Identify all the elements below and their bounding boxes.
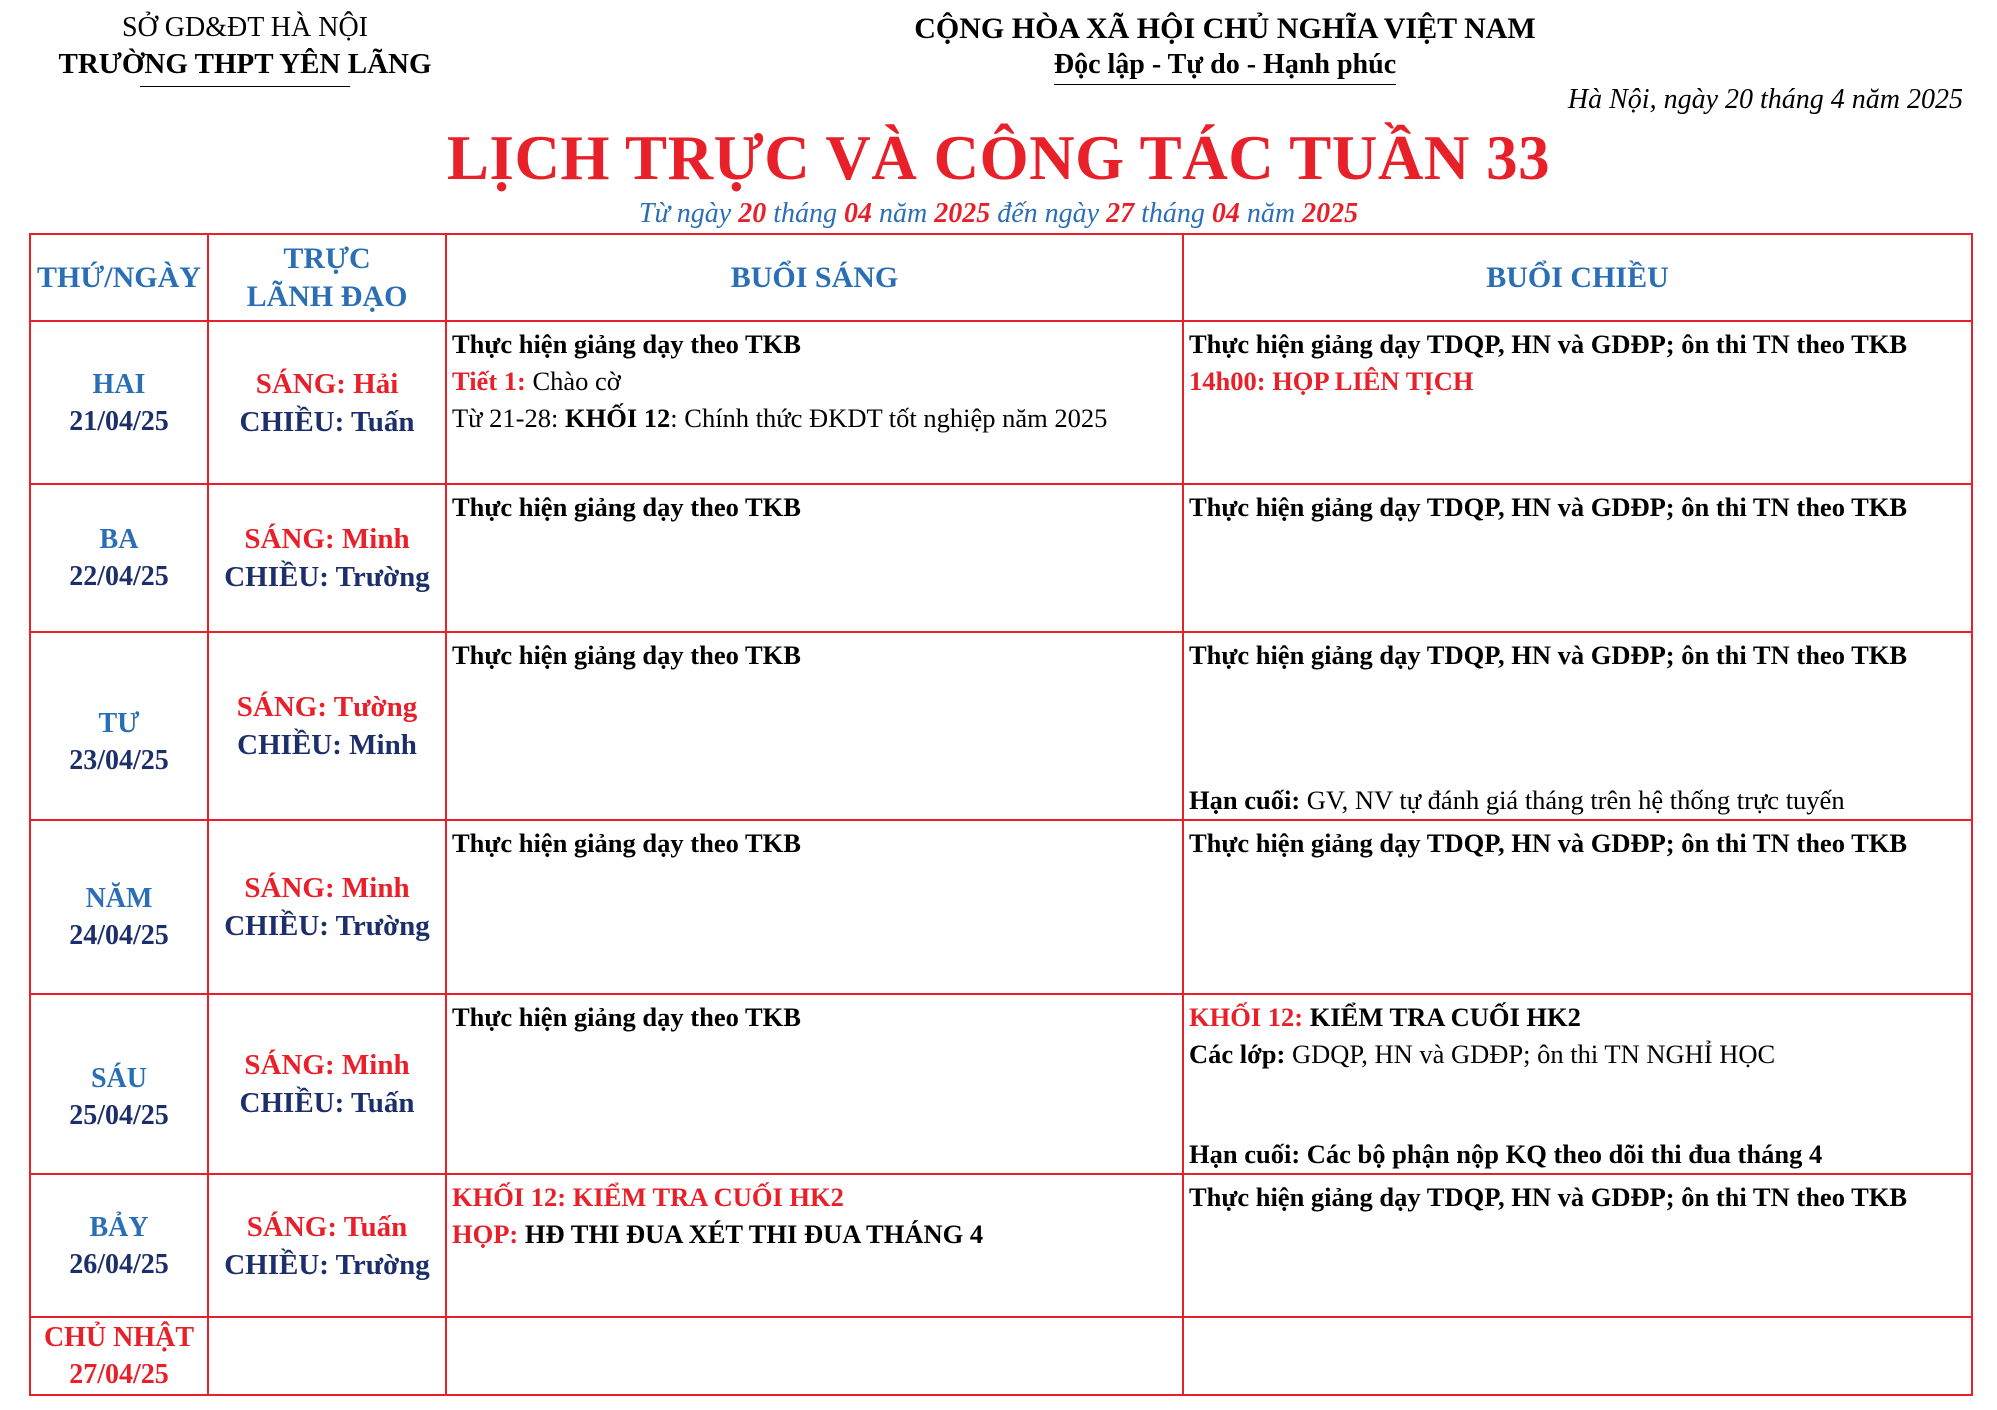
- to-label: đến ngày: [997, 198, 1100, 229]
- leader-cell: [208, 994, 446, 1174]
- year-label: năm: [1246, 198, 1296, 229]
- column-header-morning: BUỔI SÁNG: [446, 234, 1183, 321]
- period-text: Chào cờ: [532, 366, 621, 396]
- day-name: HAI: [92, 368, 146, 400]
- day-name: CHỦ NHẬT: [43, 1322, 195, 1353]
- day-date: 26/04/25: [69, 1248, 169, 1280]
- morning-leader: Hải: [353, 367, 399, 400]
- morning-cell: [446, 632, 1183, 820]
- table-row: [30, 994, 1972, 1174]
- morning-label: SÁNG:: [244, 872, 335, 904]
- morning-cell: [446, 1317, 1183, 1395]
- leader-cell: [208, 1317, 446, 1395]
- column-header-afternoon: BUỔI CHIỀU: [1183, 234, 1972, 321]
- afternoon-cell: [1183, 1317, 1972, 1395]
- table-row: [30, 1317, 1972, 1395]
- deadline-text: GV, NV tự đánh giá tháng trên hệ thống trực tuyến: [1306, 785, 1845, 815]
- afternoon-leader: Tuấn: [351, 1087, 415, 1119]
- day-cell: [30, 1174, 208, 1317]
- classes-label: Các lớp:: [1189, 1039, 1286, 1069]
- deadline-label: Hạn cuối:: [1189, 785, 1301, 815]
- school-name: TRƯỜNG THPT YÊN LÃNG: [58, 48, 432, 80]
- afternoon-leader: Trường: [335, 910, 430, 942]
- day-cell: [30, 994, 208, 1174]
- afternoon-leader: Minh: [349, 729, 417, 761]
- grade-label: KHỐI 12:: [1189, 1002, 1304, 1032]
- classes-text: GDQP, HN và GDĐP; ôn thi TN NGHỈ HỌC: [1292, 1039, 1776, 1069]
- deadline-note: Hạn cuối: Các bộ phận nộp KQ theo dõi thi đua tháng 4: [1189, 1139, 1823, 1169]
- year-label: năm: [878, 198, 928, 229]
- morning-leader: Minh: [341, 872, 410, 904]
- leader-header-line1: TRỰC: [283, 241, 371, 275]
- morning-cell: [446, 994, 1183, 1174]
- morning-cell: [446, 484, 1183, 632]
- table-header-row: [30, 234, 1972, 321]
- day-name: TƯ: [98, 708, 140, 739]
- afternoon-cell: [1183, 321, 1972, 484]
- meeting-text: HĐ THI ĐUA XÉT THI ĐUA THÁNG 4: [524, 1219, 984, 1249]
- day-name: BA: [99, 524, 139, 555]
- table-row: [30, 1174, 1972, 1317]
- morning-leader: Tường: [333, 691, 418, 723]
- afternoon-leader: Tuấn: [351, 405, 415, 438]
- day-date: 25/04/25: [69, 1100, 169, 1131]
- day-cell: [30, 484, 208, 632]
- place-date: Hà Nội, ngày 20 tháng 4 năm 2025: [1567, 84, 1963, 115]
- afternoon-task: Thực hiện giảng dạy TDQP, HN và GDĐP; ôn thi TN theo TKB: [1189, 1182, 1908, 1212]
- morning-task: Thực hiện giảng dạy theo TKB: [452, 329, 801, 359]
- registration-text: : Chính thức ĐKDT tốt nghiệp năm 2025: [670, 403, 1108, 433]
- afternoon-label: CHIỀU:: [224, 910, 329, 942]
- afternoon-cell: [1183, 1174, 1972, 1317]
- leader-header-line2: LÃNH ĐẠO: [246, 279, 408, 313]
- deadline-note: [1189, 782, 1845, 818]
- table-row: [30, 820, 1972, 994]
- header-right: [860, 10, 1590, 85]
- month-label: tháng: [773, 198, 837, 229]
- table-row: [30, 632, 1972, 820]
- leader-cell: [208, 632, 446, 820]
- morning-leader: Minh: [341, 1049, 410, 1081]
- department-name: SỞ GD&ĐT HÀ NỘI: [121, 12, 369, 43]
- leader-cell: [208, 484, 446, 632]
- to-month: 04: [1211, 198, 1240, 229]
- country-name: CỘNG HÒA XÃ HỘI CHỦ NGHĨA VIỆT NAM: [914, 12, 1536, 45]
- to-day: 27: [1106, 198, 1135, 229]
- morning-task: Thực hiện giảng dạy theo TKB: [452, 1002, 801, 1032]
- column-header-day: THỨ/NGÀY: [30, 234, 208, 321]
- afternoon-label: CHIỀU:: [224, 561, 329, 593]
- from-day: 20: [738, 198, 767, 229]
- day-cell: [30, 820, 208, 994]
- afternoon-task: Thực hiện giảng dạy TDQP, HN và GDĐP; ôn thi TN theo TKB: [1189, 828, 1908, 858]
- schedule-table: [29, 233, 1973, 1396]
- morning-cell: [446, 321, 1183, 484]
- afternoon-cell: [1183, 820, 1972, 994]
- afternoon-label: CHIỀU:: [224, 1248, 329, 1281]
- morning-label: SÁNG:: [244, 523, 335, 555]
- from-year: 2025: [934, 198, 991, 229]
- meeting-label: HỌP:: [452, 1219, 519, 1249]
- leader-cell: [208, 1174, 446, 1317]
- from-label: Từ ngày: [638, 198, 732, 229]
- column-header-leader: [208, 234, 446, 321]
- morning-task: Thực hiện giảng dạy theo TKB: [452, 828, 801, 858]
- morning-task: Thực hiện giảng dạy theo TKB: [452, 640, 801, 670]
- day-date: 24/04/25: [69, 920, 169, 951]
- day-cell: [30, 321, 208, 484]
- motto: Độc lập - Tự do - Hạnh phúc: [1054, 48, 1396, 85]
- day-date: 23/04/25: [69, 745, 169, 776]
- leader-cell: [208, 321, 446, 484]
- day-date: 22/04/25: [69, 561, 169, 592]
- table-row: [30, 484, 1972, 632]
- day-name: BẢY: [89, 1211, 149, 1243]
- morning-cell: [446, 820, 1183, 994]
- morning-leader: Tuấn: [343, 1210, 408, 1243]
- from-month: 04: [843, 198, 872, 229]
- afternoon-task: Thực hiện giảng dạy TDQP, HN và GDĐP; ôn thi TN theo TKB: [1189, 640, 1908, 670]
- day-date: 21/04/25: [69, 405, 169, 437]
- afternoon-leader: Trường: [335, 1248, 430, 1281]
- afternoon-cell: [1183, 632, 1972, 820]
- morning-cell: [446, 1174, 1183, 1317]
- afternoon-leader: Trường: [335, 561, 430, 593]
- meeting-text: 14h00: HỌP LIÊN TỊCH: [1189, 366, 1474, 396]
- day-name: SÁU: [90, 1063, 147, 1094]
- afternoon-task: Thực hiện giảng dạy TDQP, HN và GDĐP; ôn thi TN theo TKB: [1189, 329, 1908, 359]
- morning-task: Thực hiện giảng dạy theo TKB: [452, 492, 801, 522]
- school-underline: [140, 86, 350, 87]
- day-cell: [30, 1317, 208, 1395]
- range-prefix: Từ 21-28:: [452, 403, 559, 433]
- period-label: Tiết 1:: [452, 366, 526, 396]
- page-title: LỊCH TRỰC VÀ CÔNG TÁC TUẦN 33: [446, 123, 1551, 193]
- morning-label: SÁNG:: [246, 1210, 338, 1243]
- morning-label: SÁNG:: [236, 691, 328, 723]
- day-cell: [30, 632, 208, 820]
- month-label: tháng: [1141, 198, 1205, 229]
- afternoon-cell: [1183, 484, 1972, 632]
- morning-label: SÁNG:: [255, 367, 346, 400]
- afternoon-label: CHIỀU:: [239, 1087, 345, 1119]
- morning-label: SÁNG:: [244, 1049, 335, 1081]
- to-year: 2025: [1302, 198, 1359, 229]
- header-left: [0, 10, 490, 87]
- exam-text: KHỐI 12: KIỂM TRA CUỐI HK2: [452, 1182, 844, 1212]
- day-name: NĂM: [85, 883, 153, 914]
- exam-text: KIỂM TRA CUỐI HK2: [1309, 1002, 1581, 1032]
- table-row: [30, 321, 1972, 484]
- date-range: [0, 198, 1997, 230]
- morning-leader: Minh: [341, 523, 410, 555]
- grade-label: KHỐI 12: [565, 403, 671, 433]
- day-date: 27/04/25: [69, 1359, 169, 1390]
- afternoon-label: CHIỀU:: [237, 729, 342, 761]
- afternoon-cell: [1183, 994, 1972, 1174]
- afternoon-task: Thực hiện giảng dạy TDQP, HN và GDĐP; ôn thi TN theo TKB: [1189, 492, 1908, 522]
- leader-cell: [208, 820, 446, 994]
- afternoon-label: CHIỀU:: [239, 405, 345, 438]
